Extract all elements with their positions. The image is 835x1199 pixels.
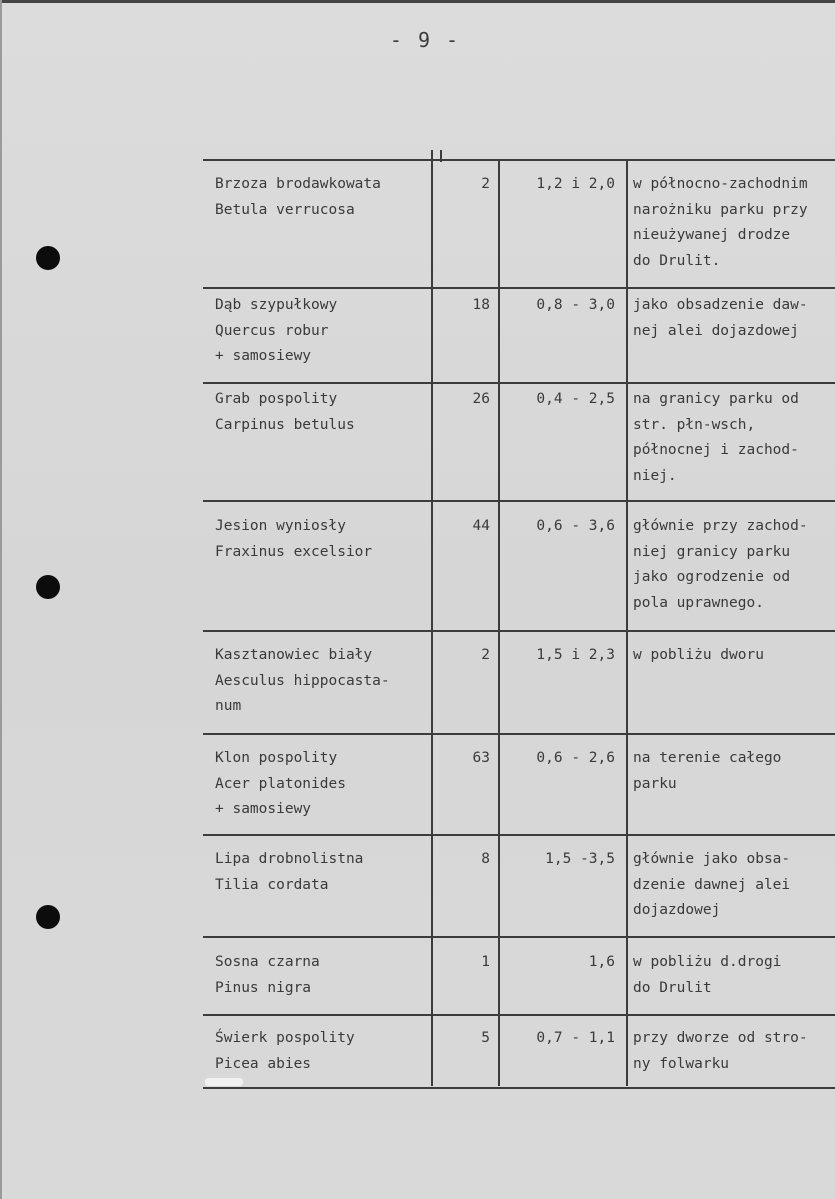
species-name: Świerk pospolity Picea abies	[215, 1030, 355, 1072]
table-rule	[203, 382, 835, 384]
species-name: Jesion wyniosły Fraxinus excelsior	[215, 518, 373, 560]
species-name: Brzoza brodawkowata Betula verrucosa	[215, 176, 381, 218]
location-note: w pobliżu dworu	[633, 647, 764, 663]
table-rule	[203, 630, 835, 632]
size-range: 0,7 - 1,1	[536, 1030, 615, 1046]
tree-count: 2	[481, 647, 490, 663]
column-divider-tick	[440, 150, 442, 162]
column-divider	[498, 159, 500, 1086]
species-name: Sosna czarna Pinus nigra	[215, 954, 320, 996]
size-range: 0,6 - 2,6	[536, 750, 615, 766]
table-rule	[203, 1087, 835, 1089]
size-range: 0,6 - 3,6	[536, 518, 615, 534]
table-rule	[203, 1014, 835, 1016]
tree-count: 8	[481, 851, 490, 867]
size-range: 1,6	[588, 954, 615, 970]
scan-smudge	[205, 1078, 243, 1086]
size-range: 1,2 i 2,0	[536, 176, 615, 192]
species-name: Klon pospolity Acer platonides + samosiewy	[215, 750, 346, 817]
table-rule	[203, 936, 835, 938]
tree-count: 2	[481, 176, 490, 192]
location-note: przy dworze od stro- ny folwarku	[633, 1030, 808, 1072]
location-note: na terenie całego parku	[633, 750, 782, 792]
size-range: 1,5 -3,5	[545, 851, 615, 867]
table-rule	[203, 733, 835, 735]
tree-count: 63	[472, 750, 490, 766]
page-number: - 9 -	[389, 28, 461, 52]
tree-count: 18	[472, 297, 490, 313]
size-range: 0,4 - 2,5	[536, 391, 615, 407]
location-note: w północno-zachodnim narożniku parku przy nieużywanej drodze do Drulit.	[633, 176, 808, 269]
column-divider	[626, 159, 628, 1086]
tree-count: 1	[481, 954, 490, 970]
table-rule	[203, 159, 835, 161]
species-name: Dąb szypułkowy Quercus robur + samosiewy	[215, 297, 338, 364]
size-range: 0,8 - 3,0	[536, 297, 615, 313]
table-rule	[203, 500, 835, 502]
tree-count: 26	[472, 391, 490, 407]
species-name: Kasztanowiec biały Aesculus hippocasta- num	[215, 647, 390, 714]
location-note: w pobliżu d.drogi do Drulit	[633, 954, 782, 996]
table-rule	[203, 834, 835, 836]
table-rule	[203, 287, 835, 289]
species-name: Grab pospolity Carpinus betulus	[215, 391, 355, 433]
size-range: 1,5 i 2,3	[536, 647, 615, 663]
column-divider	[431, 150, 433, 1086]
species-name: Lipa drobnolistna Tilia cordata	[215, 851, 364, 893]
location-note: głównie jako obsa- dzenie dawnej alei dojazdowej	[633, 851, 791, 918]
tree-count: 44	[472, 518, 490, 534]
location-note: głównie przy zachod- niej granicy parku jako ogrodzenie od pola uprawnego.	[633, 518, 808, 611]
tree-count: 5	[481, 1030, 490, 1046]
location-note: na granicy parku od str. płn-wsch, północnej i zachod- niej.	[633, 391, 799, 484]
location-note: jako obsadzenie daw- nej alei dojazdowej	[633, 297, 808, 339]
